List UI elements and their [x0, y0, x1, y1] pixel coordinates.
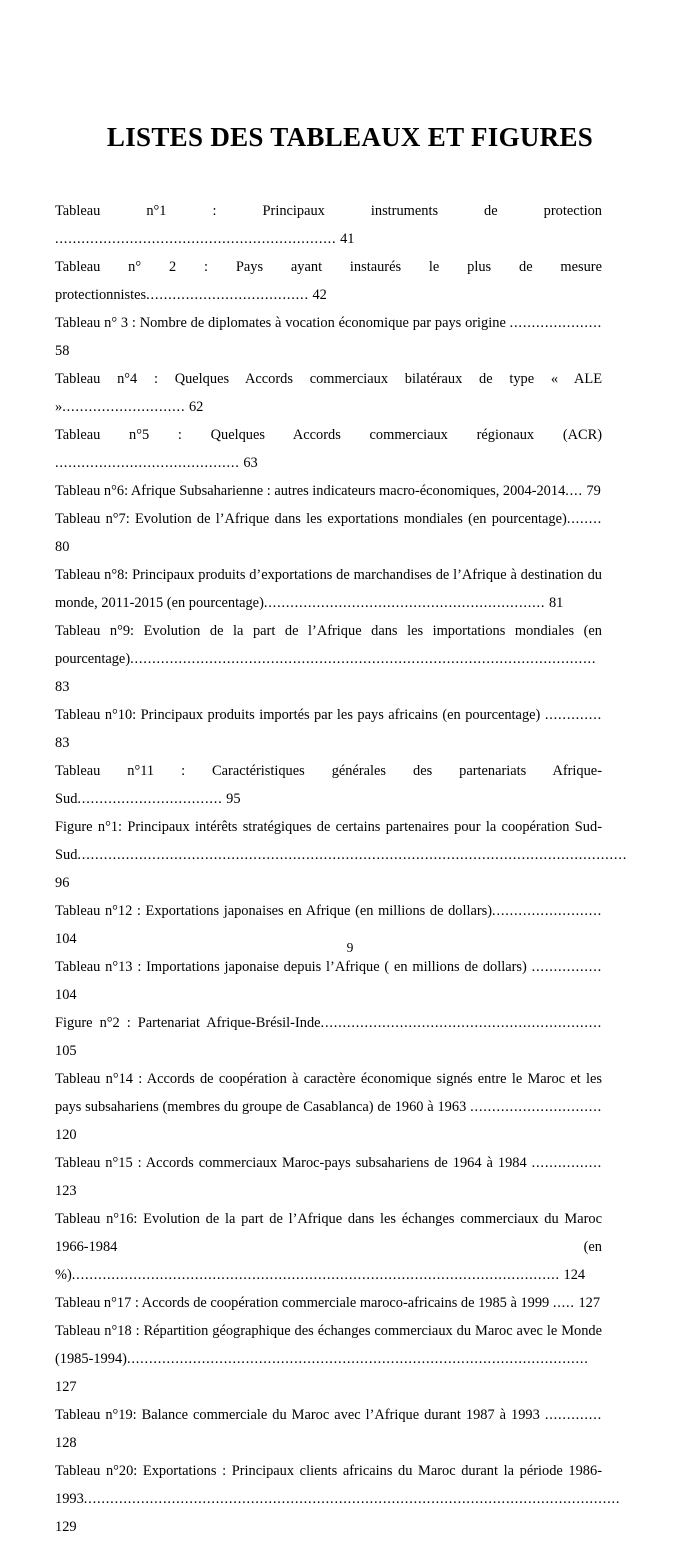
toc-leader-dots: .......................................................................................................................... [83, 1491, 621, 1507]
toc-entry-label: Tableau n° 2 : Pays ayant instaurés le plus de mesure protectionnistes [55, 259, 602, 303]
toc-entry[interactable] [55, 421, 602, 477]
toc-entry-label: Tableau n°7: Evolution de l’Afrique dans les exportations mondiales (en pourcentage) [55, 511, 567, 527]
toc-leader-dots: ................................................................ [55, 231, 337, 247]
toc-entry[interactable] [55, 1317, 602, 1401]
toc-entry-page-number: 81 [548, 595, 564, 611]
toc-entry-label: Tableau n°16: Evolution de la part de l’Afrique dans les échanges commerciaux du Maroc 1966-1984 (en %) [55, 1211, 602, 1283]
toc-entry-page-number: 128 [55, 1435, 77, 1451]
toc-entry-page-number: 41 [340, 231, 355, 247]
toc-entry[interactable] [55, 561, 602, 617]
toc-entry-page-number: 127 [578, 1295, 601, 1311]
toc-entry-page-number: 104 [55, 987, 77, 1003]
toc-entry[interactable] [55, 617, 602, 701]
toc-entry[interactable] [55, 1401, 602, 1457]
toc-leader-dots: ........ [566, 511, 602, 527]
toc-entry-label: Tableau n°1 : Principaux instruments de protection [55, 203, 602, 219]
toc-entry[interactable] [55, 953, 602, 1009]
toc-entry-page-number: 83 [55, 735, 70, 751]
toc-entry-page-number: 42 [312, 287, 327, 303]
toc-entry-label: Tableau n°19: Balance commerciale du Maroc avec l’Afrique durant 1987 à 1993 [55, 1407, 545, 1423]
toc-entry-label: Tableau n°6: Afrique Subsaharienne : autres indicateurs macro-économiques, 2004-2014 [55, 483, 566, 499]
toc-entry[interactable] [55, 197, 602, 253]
toc-entry[interactable] [55, 1457, 621, 1541]
toc-entry-label: Tableau n°11 : Caractéristiques générales des partenariats Afrique-Sud [55, 763, 602, 807]
toc-entry-label: Tableau n°18 : Répartition géographique des échanges commerciaux du Maroc avec le Monde (1985-1994) [55, 1323, 602, 1367]
toc-entry-label: Tableau n°9: Evolution de la part de l’Afrique dans les importations mondiales (en pourcentage) [55, 623, 602, 667]
toc-entry[interactable] [55, 1205, 602, 1289]
toc-leader-dots: ............................ [62, 399, 186, 415]
toc-leader-dots: ............. [544, 1407, 602, 1423]
toc-leader-dots: .... [565, 483, 583, 499]
toc-leader-dots: .............................. [470, 1099, 602, 1115]
toc-entry-page-number: 80 [55, 539, 70, 555]
toc-leader-dots: ............................................................................................................... [71, 1267, 560, 1283]
toc-leader-dots: ................................................................ [320, 1015, 602, 1031]
toc-leader-dots: ..................... [509, 315, 602, 331]
toc-entry-page-number: 58 [55, 343, 70, 359]
toc-leader-dots: ......................... [492, 903, 602, 919]
toc-entry-page-number: 79 [586, 483, 601, 499]
toc-entry[interactable] [55, 1289, 602, 1317]
toc-entry[interactable] [55, 477, 602, 505]
toc-leader-dots: ............................................................................................................................. [77, 847, 628, 863]
toc-entry-page-number: 96 [55, 875, 70, 891]
toc-entry-label: Figure n°1: Principaux intérêts stratégiques de certains partenaires pour la coopération Sud-Sud [55, 819, 602, 863]
page-number-footer: 9 [346, 940, 354, 955]
toc-entry[interactable] [55, 1149, 602, 1205]
toc-entry-page-number: 129 [55, 1519, 77, 1535]
toc-entry-page-number: 120 [55, 1127, 77, 1143]
toc-entry-page-number: 123 [55, 1183, 77, 1199]
toc-entry-page-number: 62 [188, 399, 204, 415]
toc-entry-label: Figure n°2 : Partenariat Afrique-Brésil-Inde [55, 1015, 321, 1031]
table-of-contents [0, 197, 700, 1541]
toc-entry[interactable] [55, 505, 602, 561]
toc-entry-page-number: 95 [226, 791, 241, 807]
toc-entry-label: Tableau n°17 : Accords de coopération commerciale maroco-africains de 1985 à 1999 [55, 1295, 553, 1311]
toc-entry[interactable] [55, 701, 602, 757]
toc-entry-label: Tableau n°20: Exportations : Principaux clients africains du Maroc durant la période 1986-1993 [55, 1463, 602, 1507]
toc-entry-label: Tableau n°4 : Quelques Accords commerciaux bilatéraux de type « ALE » [55, 371, 602, 415]
toc-entry-page-number: 83 [55, 679, 70, 695]
toc-leader-dots: ................ [531, 1155, 602, 1171]
page-title: LISTES DES TABLEAUX ET FIGURES [106, 122, 594, 152]
toc-leader-dots: ..... [552, 1295, 575, 1311]
toc-entry-label: Tableau n°13 : Importations japonaise depuis l’Afrique ( en millions de dollars) [55, 959, 532, 975]
toc-leader-dots: .......................................................................................................... [130, 651, 597, 667]
toc-leader-dots: ............. [544, 707, 602, 723]
toc-entry-label: Tableau n°12 : Exportations japonaises en Afrique (en millions de dollars) [55, 903, 493, 919]
toc-entry-page-number: 63 [243, 455, 258, 471]
toc-entry[interactable] [55, 813, 628, 897]
toc-leader-dots: ..................................... [146, 287, 309, 303]
toc-entry[interactable] [55, 1065, 602, 1149]
toc-leader-dots: ................ [531, 959, 602, 975]
toc-entry-page-number: 104 [55, 931, 77, 947]
toc-entry-page-number: 127 [55, 1379, 77, 1395]
toc-leader-dots: ................................................................ [263, 595, 546, 611]
toc-entry[interactable] [55, 757, 602, 813]
toc-entry-label: Tableau n°14 : Accords de coopération à caractère économique signés entre le Maroc et les pays subsahariens (membres du groupe de Casablanca) de 1960 à 1963 [55, 1071, 602, 1115]
toc-entry[interactable] [55, 309, 602, 365]
toc-entry-label: Tableau n°8: Principaux produits d’exportations de marchandises de l’Afrique à destination du monde, 2011-2015 (en pourcentage) [55, 567, 602, 611]
toc-entry-label: Tableau n°15 : Accords commerciaux Maroc-pays subsahariens de 1964 à 1984 [55, 1155, 532, 1171]
toc-leader-dots: .......................................... [55, 455, 240, 471]
toc-entry-label: Tableau n°10: Principaux produits importés par les pays africains (en pourcentage) [55, 707, 545, 723]
toc-leader-dots: ................................. [77, 791, 223, 807]
toc-entry[interactable] [55, 365, 602, 421]
toc-entry[interactable] [55, 1009, 602, 1065]
toc-leader-dots: ......................................................................................................... [126, 1351, 589, 1367]
toc-entry-page-number: 105 [55, 1043, 77, 1059]
toc-entry[interactable] [55, 253, 602, 309]
toc-entry-label: Tableau n°5 : Quelques Accords commerciaux régionaux (ACR) [55, 427, 602, 443]
toc-entry-label: Tableau n° 3 : Nombre de diplomates à vocation économique par pays origine [55, 315, 510, 331]
toc-entry-page-number: 124 [563, 1267, 586, 1283]
